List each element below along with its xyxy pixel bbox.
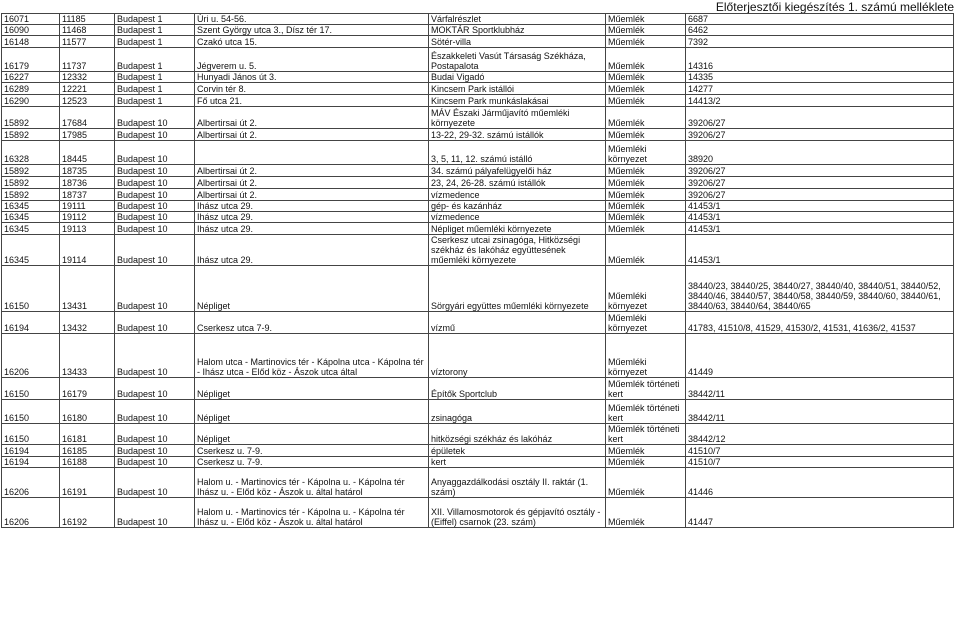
table-row bbox=[2, 25, 954, 36]
table-cell-c3: Corvin tér 8. bbox=[195, 83, 429, 95]
table-cell-c3: Úri u. 54-56. bbox=[195, 14, 429, 25]
table-cell-c4: víztorony bbox=[429, 334, 606, 378]
table-cell-c1: 17684 bbox=[60, 107, 115, 129]
table-cell-c1: 16185 bbox=[60, 445, 115, 457]
table-cell-c3: Ihász utca 29. bbox=[195, 212, 429, 223]
table-cell-c6: 41447 bbox=[686, 498, 954, 528]
table-cell-c3: Szent György utca 3., Dísz tér 17. bbox=[195, 25, 429, 36]
table-cell-c4: vízmedence bbox=[429, 189, 606, 201]
heritage-table-container bbox=[1, 13, 953, 528]
table-cell-c1: 11577 bbox=[60, 36, 115, 48]
table-cell-c3: Népliget bbox=[195, 400, 429, 424]
table-cell-c4: MÁV Északi Járműjavító műemléki környezete bbox=[429, 107, 606, 129]
table-cell-c6: 38440/23, 38440/25, 38440/27, 38440/40, 38440/51, 38440/52, 38440/46, 38440/57, 38440/58, 38440/59, 38440/60, 38440/61, 38440/63, 38440/64, 38440/65 bbox=[686, 266, 954, 312]
table-cell-c4: Kincsem Park istállói bbox=[429, 83, 606, 95]
table-row bbox=[2, 14, 954, 25]
table-cell-c2: Budapest 10 bbox=[115, 378, 195, 400]
table-cell-c2: Budapest 10 bbox=[115, 141, 195, 165]
table-cell-c3: Cserkesz u. 7-9. bbox=[195, 445, 429, 457]
table-cell-c4: épületek bbox=[429, 445, 606, 457]
table-cell-c2: Budapest 10 bbox=[115, 400, 195, 424]
table-cell-c6: 39206/27 bbox=[686, 177, 954, 189]
table-cell-c2: Budapest 10 bbox=[115, 424, 195, 445]
table-cell-c5: Műemlék bbox=[606, 48, 686, 72]
table-row bbox=[2, 48, 954, 72]
table-cell-c6: 41510/7 bbox=[686, 445, 954, 457]
table-cell-c6: 41510/7 bbox=[686, 457, 954, 468]
table-row bbox=[2, 141, 954, 165]
table-row bbox=[2, 468, 954, 498]
table-cell-c0: 16194 bbox=[2, 457, 60, 468]
table-row bbox=[2, 83, 954, 95]
table-cell-c1: 19112 bbox=[60, 212, 115, 223]
table-cell-c6: 38442/11 bbox=[686, 400, 954, 424]
table-cell-c0: 15892 bbox=[2, 165, 60, 177]
table-cell-c2: Budapest 1 bbox=[115, 36, 195, 48]
table-cell-c4: Várfalrészlet bbox=[429, 14, 606, 25]
table-cell-c5: Műemlék bbox=[606, 177, 686, 189]
table-cell-c5: Műemlék bbox=[606, 498, 686, 528]
table-cell-c4: Sörgyári együttes műemléki környezete bbox=[429, 266, 606, 312]
table-cell-c6: 14316 bbox=[686, 48, 954, 72]
table-cell-c0: 16345 bbox=[2, 223, 60, 235]
table-cell-c4: 34. számú pályafelügyelői ház bbox=[429, 165, 606, 177]
table-cell-c4: Budai Vigadó bbox=[429, 72, 606, 83]
table-cell-c1: 18445 bbox=[60, 141, 115, 165]
table-cell-c6: 6687 bbox=[686, 14, 954, 25]
table-cell-c3: Ihász utca 29. bbox=[195, 201, 429, 212]
table-cell-c1: 19111 bbox=[60, 201, 115, 212]
table-row bbox=[2, 189, 954, 201]
table-cell-c6: 14277 bbox=[686, 83, 954, 95]
table-row bbox=[2, 266, 954, 312]
table-cell-c1: 16180 bbox=[60, 400, 115, 424]
table-cell-c5: Műemlék történeti kert bbox=[606, 378, 686, 400]
table-row bbox=[2, 72, 954, 83]
table-cell-c5: Műemlék bbox=[606, 95, 686, 107]
table-cell-c5: Műemlék bbox=[606, 129, 686, 141]
table-cell-c2: Budapest 1 bbox=[115, 48, 195, 72]
table-cell-c0: 16150 bbox=[2, 424, 60, 445]
table-cell-c0: 16345 bbox=[2, 201, 60, 212]
table-cell-c6: 7392 bbox=[686, 36, 954, 48]
table-cell-c5: Műemlék bbox=[606, 72, 686, 83]
table-cell-c2: Budapest 1 bbox=[115, 72, 195, 83]
table-cell-c0: 16194 bbox=[2, 445, 60, 457]
table-row bbox=[2, 378, 954, 400]
table-cell-c0: 15892 bbox=[2, 107, 60, 129]
table-cell-c4: Kincsem Park munkáslakásai bbox=[429, 95, 606, 107]
table-cell-c3: Jégverem u. 5. bbox=[195, 48, 429, 72]
table-cell-c6: 39206/27 bbox=[686, 165, 954, 177]
table-cell-c5: Műemlék bbox=[606, 189, 686, 201]
table-cell-c6: 41446 bbox=[686, 468, 954, 498]
table-row bbox=[2, 223, 954, 235]
table-cell-c6: 41453/1 bbox=[686, 201, 954, 212]
table-cell-c5: Műemlék bbox=[606, 14, 686, 25]
table-cell-c4: 13-22, 29-32. számú istállók bbox=[429, 129, 606, 141]
table-cell-c2: Budapest 1 bbox=[115, 95, 195, 107]
table-cell-c5: Műemléki környezet bbox=[606, 141, 686, 165]
table-row bbox=[2, 107, 954, 129]
table-cell-c1: 11185 bbox=[60, 14, 115, 25]
table-cell-c6: 14413/2 bbox=[686, 95, 954, 107]
table-cell-c0: 16071 bbox=[2, 14, 60, 25]
table-row bbox=[2, 334, 954, 378]
table-cell-c0: 15892 bbox=[2, 129, 60, 141]
table-cell-c0: 16290 bbox=[2, 95, 60, 107]
table-cell-c2: Budapest 10 bbox=[115, 266, 195, 312]
table-cell-c5: Műemléki környezet bbox=[606, 312, 686, 334]
table-cell-c3: Cserkesz u. 7-9. bbox=[195, 457, 429, 468]
table-cell-c5: Műemlék történeti kert bbox=[606, 400, 686, 424]
table-row bbox=[2, 424, 954, 445]
table-row bbox=[2, 498, 954, 528]
table-cell-c3: Népliget bbox=[195, 378, 429, 400]
table-row bbox=[2, 165, 954, 177]
table-row bbox=[2, 95, 954, 107]
table-cell-c0: 16206 bbox=[2, 334, 60, 378]
table-cell-c4: kert bbox=[429, 457, 606, 468]
table-cell-c2: Budapest 10 bbox=[115, 334, 195, 378]
table-cell-c1: 16192 bbox=[60, 498, 115, 528]
table-cell-c5: Műemlék bbox=[606, 201, 686, 212]
table-cell-c2: Budapest 1 bbox=[115, 14, 195, 25]
table-cell-c4: Északkeleti Vasút Társaság Székháza, Postapalota bbox=[429, 48, 606, 72]
table-cell-c6: 41453/1 bbox=[686, 223, 954, 235]
table-cell-c0: 16328 bbox=[2, 141, 60, 165]
table-cell-c2: Budapest 10 bbox=[115, 457, 195, 468]
table-cell-c4: vízmedence bbox=[429, 212, 606, 223]
table-cell-c5: Műemlék bbox=[606, 212, 686, 223]
table-cell-c5: Műemlék bbox=[606, 165, 686, 177]
table-cell-c0: 16227 bbox=[2, 72, 60, 83]
table-cell-c3: Népliget bbox=[195, 424, 429, 445]
table-cell-c1: 12332 bbox=[60, 72, 115, 83]
table-cell-c6: 39206/27 bbox=[686, 129, 954, 141]
table-cell-c1: 16179 bbox=[60, 378, 115, 400]
table-cell-c4: 23, 24, 26-28. számú istállók bbox=[429, 177, 606, 189]
table-cell-c0: 15892 bbox=[2, 189, 60, 201]
table-cell-c0: 16345 bbox=[2, 235, 60, 266]
document-header: Előterjesztői kiegészítés 1. számú melléklete bbox=[715, 0, 954, 14]
table-cell-c3: Halom u. - Martinovics tér - Kápolna u. - Kápolna tér Ihász u. - Előd köz - Ászok u. által határol bbox=[195, 498, 429, 528]
table-row bbox=[2, 312, 954, 334]
table-cell-c6: 6462 bbox=[686, 25, 954, 36]
table-cell-c6: 38442/11 bbox=[686, 378, 954, 400]
table-cell-c6: 39206/27 bbox=[686, 189, 954, 201]
table-row bbox=[2, 400, 954, 424]
table-cell-c5: Műemlék bbox=[606, 223, 686, 235]
table-cell-c4: Népliget műemléki környezete bbox=[429, 223, 606, 235]
table-cell-c1: 16191 bbox=[60, 468, 115, 498]
table-cell-c3: Fő utca 21. bbox=[195, 95, 429, 107]
table-row bbox=[2, 36, 954, 48]
table-row bbox=[2, 235, 954, 266]
table-cell-c6: 41783, 41510/8, 41529, 41530/2, 41531, 41636/2, 41537 bbox=[686, 312, 954, 334]
table-cell-c6: 41449 bbox=[686, 334, 954, 378]
table-cell-c1: 19114 bbox=[60, 235, 115, 266]
table-cell-c3 bbox=[195, 141, 429, 165]
table-cell-c1: 18737 bbox=[60, 189, 115, 201]
table-cell-c1: 12523 bbox=[60, 95, 115, 107]
table-cell-c3: Albertirsai út 2. bbox=[195, 177, 429, 189]
table-cell-c5: Műemlék bbox=[606, 25, 686, 36]
table-cell-c5: Műemléki környezet bbox=[606, 334, 686, 378]
table-cell-c0: 16206 bbox=[2, 468, 60, 498]
table-cell-c3: Halom u. - Martinovics tér - Kápolna u. - Kápolna tér Ihász u. - Előd köz - Ászok u. által határol bbox=[195, 468, 429, 498]
table-cell-c2: Budapest 10 bbox=[115, 201, 195, 212]
table-cell-c0: 16194 bbox=[2, 312, 60, 334]
table-cell-c0: 16179 bbox=[2, 48, 60, 72]
table-cell-c2: Budapest 10 bbox=[115, 468, 195, 498]
table-cell-c3: Ihász utca 29. bbox=[195, 223, 429, 235]
table-cell-c3: Albertirsai út 2. bbox=[195, 165, 429, 177]
table-cell-c5: Műemléki környezet bbox=[606, 266, 686, 312]
table-cell-c4: MOKTÁR Sportklubház bbox=[429, 25, 606, 36]
table-row bbox=[2, 129, 954, 141]
table-cell-c0: 15892 bbox=[2, 177, 60, 189]
table-cell-c4: XII. Villamosmotorok és gépjavító osztály - (Eiffel) csarnok (23. szám) bbox=[429, 498, 606, 528]
table-cell-c5: Műemlék bbox=[606, 468, 686, 498]
table-cell-c2: Budapest 10 bbox=[115, 498, 195, 528]
table-cell-c0: 16345 bbox=[2, 212, 60, 223]
table-cell-c1: 13432 bbox=[60, 312, 115, 334]
table-cell-c2: Budapest 10 bbox=[115, 212, 195, 223]
table-cell-c0: 16090 bbox=[2, 25, 60, 36]
table-cell-c1: 13431 bbox=[60, 266, 115, 312]
table-row bbox=[2, 212, 954, 223]
table-cell-c1: 17985 bbox=[60, 129, 115, 141]
table-cell-c6: 38920 bbox=[686, 141, 954, 165]
table-cell-c0: 16150 bbox=[2, 266, 60, 312]
heritage-table bbox=[1, 13, 954, 528]
table-cell-c0: 16206 bbox=[2, 498, 60, 528]
table-cell-c4: Anyaggazdálkodási osztály II. raktár (1. szám) bbox=[429, 468, 606, 498]
table-cell-c0: 16150 bbox=[2, 400, 60, 424]
table-row bbox=[2, 177, 954, 189]
table-cell-c1: 16188 bbox=[60, 457, 115, 468]
table-cell-c1: 12221 bbox=[60, 83, 115, 95]
table-cell-c1: 18736 bbox=[60, 177, 115, 189]
table-cell-c5: Műemlék bbox=[606, 83, 686, 95]
table-cell-c3: Hunyadi János út 3. bbox=[195, 72, 429, 83]
table-cell-c3: Czakó utca 15. bbox=[195, 36, 429, 48]
table-cell-c4: zsinagóga bbox=[429, 400, 606, 424]
table-cell-c1: 11468 bbox=[60, 25, 115, 36]
table-cell-c1: 16181 bbox=[60, 424, 115, 445]
table-cell-c3: Albertirsai út 2. bbox=[195, 189, 429, 201]
table-cell-c5: Műemlék bbox=[606, 445, 686, 457]
table-cell-c4: 3, 5, 11, 12. számú istálló bbox=[429, 141, 606, 165]
table-cell-c3: Halom utca - Martinovics tér - Kápolna utca - Kápolna tér - Ihász utca - Előd köz - Ászok utca által bbox=[195, 334, 429, 378]
table-cell-c2: Budapest 10 bbox=[115, 235, 195, 266]
table-cell-c3: Albertirsai út 2. bbox=[195, 129, 429, 141]
table-cell-c5: Műemlék történeti kert bbox=[606, 424, 686, 445]
table-cell-c2: Budapest 1 bbox=[115, 83, 195, 95]
table-cell-c0: 16289 bbox=[2, 83, 60, 95]
table-cell-c4: Sötér-villa bbox=[429, 36, 606, 48]
table-row bbox=[2, 457, 954, 468]
table-cell-c4: gép- és kazánház bbox=[429, 201, 606, 212]
table-cell-c1: 18735 bbox=[60, 165, 115, 177]
table-cell-c6: 38442/12 bbox=[686, 424, 954, 445]
table-cell-c2: Budapest 10 bbox=[115, 189, 195, 201]
table-cell-c5: Műemlék bbox=[606, 107, 686, 129]
table-cell-c2: Budapest 10 bbox=[115, 312, 195, 334]
table-cell-c6: 41453/1 bbox=[686, 235, 954, 266]
table-cell-c4: Építők Sportclub bbox=[429, 378, 606, 400]
table-cell-c6: 39206/27 bbox=[686, 107, 954, 129]
table-cell-c1: 11737 bbox=[60, 48, 115, 72]
table-cell-c2: Budapest 1 bbox=[115, 25, 195, 36]
table-cell-c1: 13433 bbox=[60, 334, 115, 378]
table-cell-c2: Budapest 10 bbox=[115, 129, 195, 141]
table-cell-c5: Műemlék bbox=[606, 235, 686, 266]
table-cell-c3: Cserkesz utca 7-9. bbox=[195, 312, 429, 334]
table-cell-c2: Budapest 10 bbox=[115, 223, 195, 235]
table-cell-c5: Műemlék bbox=[606, 36, 686, 48]
table-cell-c5: Műemlék bbox=[606, 457, 686, 468]
table-cell-c2: Budapest 10 bbox=[115, 177, 195, 189]
table-cell-c3: Albertirsai út 2. bbox=[195, 107, 429, 129]
table-cell-c0: 16148 bbox=[2, 36, 60, 48]
table-cell-c3: Ihász utca 29. bbox=[195, 235, 429, 266]
table-cell-c0: 16150 bbox=[2, 378, 60, 400]
table-cell-c4: Cserkesz utcai zsinagóga, Hitközségi székház és lakóház együttesének műemléki környezete bbox=[429, 235, 606, 266]
table-cell-c6: 14335 bbox=[686, 72, 954, 83]
table-cell-c4: hitközségi székház és lakóház bbox=[429, 424, 606, 445]
table-cell-c4: vízmű bbox=[429, 312, 606, 334]
table-cell-c2: Budapest 10 bbox=[115, 445, 195, 457]
table-cell-c6: 41453/1 bbox=[686, 212, 954, 223]
table-row bbox=[2, 445, 954, 457]
table-row bbox=[2, 201, 954, 212]
table-cell-c2: Budapest 10 bbox=[115, 165, 195, 177]
table-cell-c1: 19113 bbox=[60, 223, 115, 235]
table-cell-c3: Népliget bbox=[195, 266, 429, 312]
table-cell-c2: Budapest 10 bbox=[115, 107, 195, 129]
